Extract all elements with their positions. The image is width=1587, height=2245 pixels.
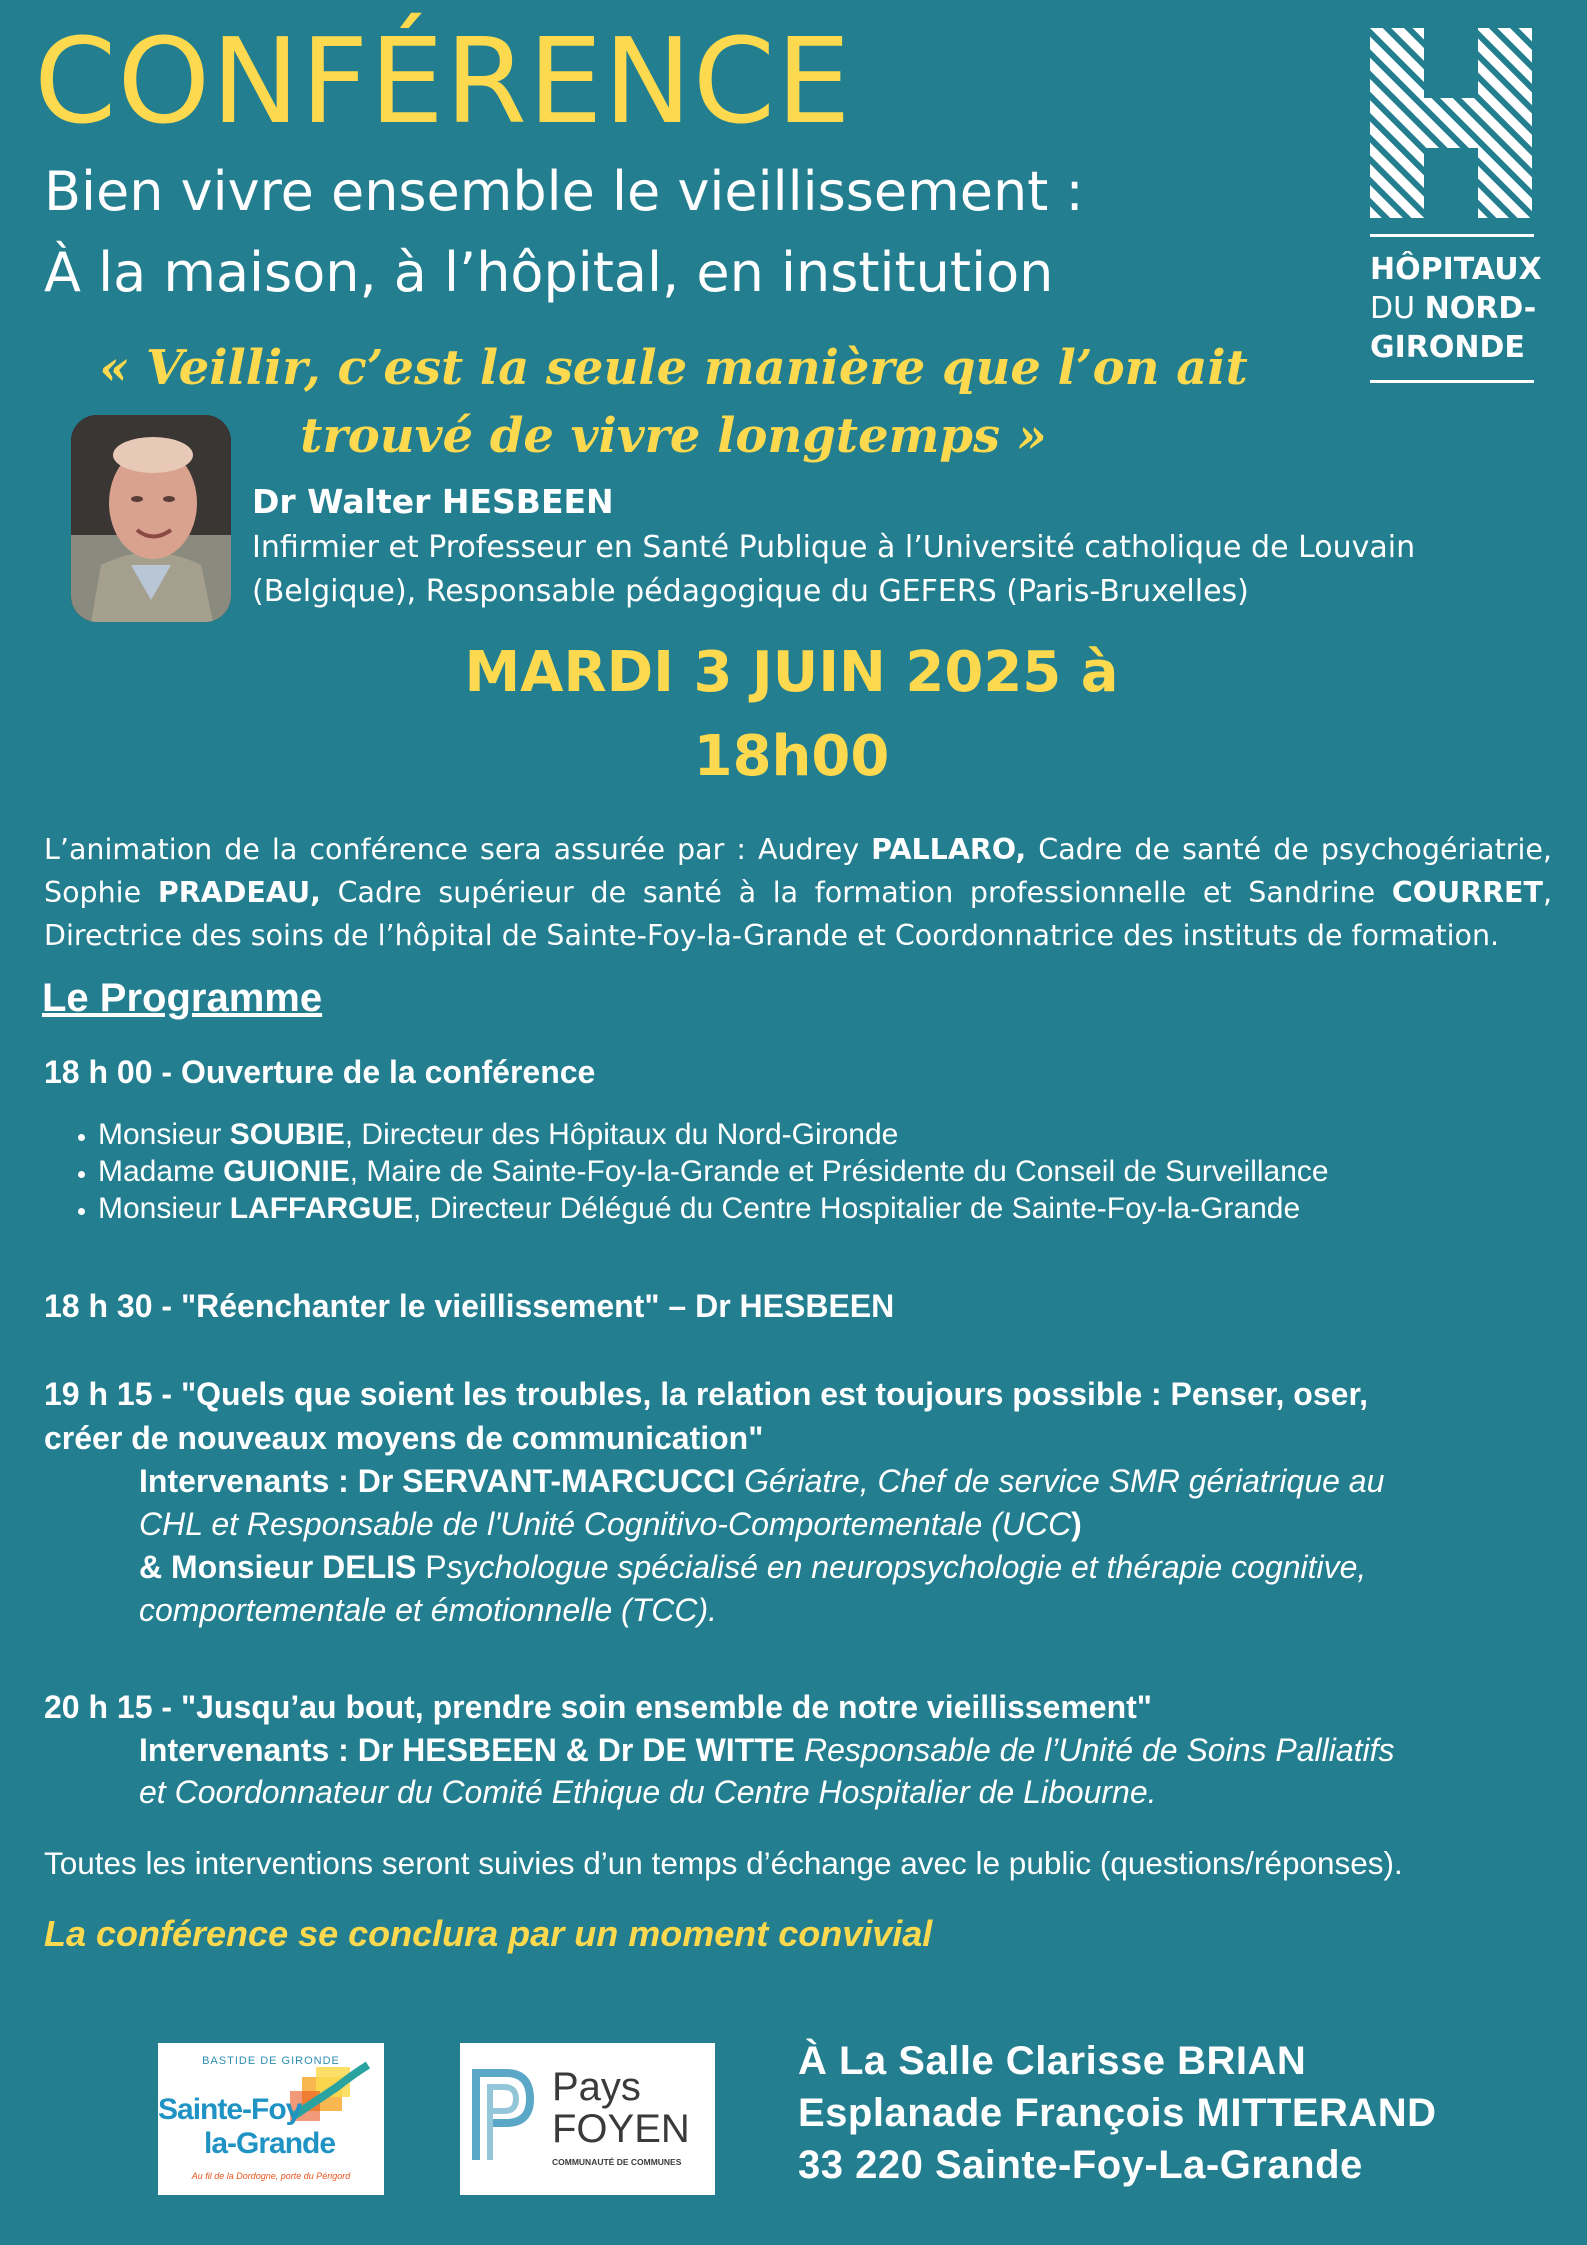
program-heading: Le Programme <box>42 976 323 1020</box>
speaker-label: & Monsieur DELIS <box>139 1549 417 1585</box>
anim-name-courret: COURRET <box>1391 876 1543 909</box>
bullet-pre: Monsieur <box>98 1118 230 1151</box>
hospital-h-icon <box>1370 28 1532 218</box>
event-time: 18h00 <box>693 724 890 789</box>
list-item <box>98 1116 1329 1153</box>
anim-text: Cadre de santé de psychogériatrie, Sophie <box>44 833 1552 909</box>
program-item-3-speaker-1-cont <box>139 1506 1082 1543</box>
animation-paragraph <box>44 828 1552 957</box>
quote-line-1: « Veillir, c’est la seule manière que l’on ait <box>99 340 1248 396</box>
speaker-role-initial: P <box>416 1549 447 1585</box>
bullet-name: SOUBIE <box>229 1118 345 1151</box>
speaker-role: et Coordonnateur du Comité Ethique du Centre Hospitalier de Libourne. <box>139 1774 1157 1810</box>
logo-tagline: Au fil de la Dordogne, porte du Périgord <box>191 2171 351 2181</box>
speaker-label: Intervenants : Dr HESBEEN & Dr DE WITTE <box>139 1732 796 1768</box>
anim-text: L’animation de la conférence sera assurée par : Audrey <box>44 833 872 866</box>
list-item <box>98 1190 1329 1227</box>
speaker-role: Responsable de l’Unité de Soins Palliatifs <box>795 1732 1395 1768</box>
venue-line-2: Esplanade François MITTERAND <box>798 2091 1437 2135</box>
list-item <box>98 1153 1329 1190</box>
speaker-title-line-1: Infirmier et Professeur en Santé Publique à l’Université catholique de Louvain <box>252 530 1416 565</box>
speaker-title-line-2: (Belgique), Responsable pédagogique du GEFERS (Paris-Bruxelles) <box>252 574 1249 609</box>
logo-sub: COMMUNAUTÉ DE COMMUNES <box>552 2157 682 2167</box>
convivial-note: La conférence se conclura par un moment convivial <box>44 1913 933 1954</box>
event-date: MARDI 3 JUIN 2025 à <box>464 640 1119 705</box>
speaker-role: comportementale et émotionnelle (TCC). <box>139 1592 718 1628</box>
anim-name-pallaro: PALLARO, <box>871 833 1027 866</box>
bullet-name: GUIONIE <box>223 1155 350 1188</box>
venue-line-1: À La Salle Clarisse BRIAN <box>798 2039 1307 2083</box>
bullet-post: , Maire de Sainte-Foy-la-Grande et Présidente du Conseil de Surveillance <box>349 1155 1329 1188</box>
speaker-label: Intervenants : Dr SERVANT-MARCUCCI <box>139 1463 736 1499</box>
speaker-name: Dr Walter HESBEEN <box>252 482 614 521</box>
bullet-name: LAFFARGUE <box>229 1192 414 1225</box>
logo-name-2: la-Grande <box>204 2127 336 2160</box>
speaker-role: sychologue spécialisé en neuropsychologie et thérapie cognitive, <box>446 1549 1367 1585</box>
hospital-logo <box>1370 28 1542 388</box>
anim-text: , Directrice des soins de l’hôpital de Sainte-Foy-la-Grande et Coordonnatrice des instituts de formation. <box>44 876 1553 952</box>
speaker-role-close: ) <box>1071 1506 1082 1542</box>
sainte-foy-logo <box>158 2043 384 2195</box>
program-item-2: 18 h 30 - "Réenchanter le vieillissement" – Dr HESBEEN <box>44 1288 895 1324</box>
logo-top-text: BASTIDE DE GIRONDE <box>202 2055 340 2067</box>
bullet-pre: Monsieur <box>98 1192 230 1225</box>
bullet-post: , Directeur des Hôpitaux du Nord-Gironde <box>344 1118 899 1151</box>
page-title: CONFÉRENCE <box>34 12 852 150</box>
logo-text-line-3: GIRONDE <box>1370 330 1525 365</box>
subtitle-line-2: À la maison, à l’hôpital, en institution <box>44 241 1054 304</box>
program-item-4-speakers <box>139 1732 1395 1769</box>
logo-text-du: DU <box>1370 291 1425 326</box>
quote-line-2: trouvé de vivre longtemps » <box>300 408 1047 464</box>
program-item-3-speaker-2-cont <box>139 1592 717 1629</box>
logo-text-line-1: HÔPITAUX <box>1370 252 1542 287</box>
pays-foyen-logo <box>460 2043 715 2195</box>
logo-text-line-2 <box>1370 289 1542 328</box>
closing-note: Toutes les interventions seront suivies d’un temps d’échange avec le public (questions/réponses). <box>44 1845 1403 1881</box>
logo-name-foyen: FOYEN <box>552 2107 690 2151</box>
venue-line-3: 33 220 Sainte-Foy-La-Grande <box>798 2143 1363 2187</box>
speaker-role: Gériatre, Chef de service SMR gériatrique au <box>735 1463 1385 1499</box>
speaker-photo <box>71 415 231 622</box>
bullet-pre: Madame <box>98 1155 224 1188</box>
logo-name-1: Sainte-Foy <box>158 2093 302 2126</box>
program-item-3-line-1: 19 h 15 - "Quels que soient les troubles, la relation est toujours possible : Penser, oser, <box>44 1376 1369 1412</box>
anim-name-pradeau: PRADEAU, <box>157 876 321 909</box>
logo-name-pays: Pays <box>552 2065 641 2109</box>
program-item-3-speaker-2 <box>139 1549 1366 1586</box>
opening-speakers-list <box>72 1116 1329 1227</box>
speaker-role: CHL et Responsable de l'Unité Cognitivo-Comportementale (UCC <box>139 1506 1072 1542</box>
program-item-4: 20 h 15 - "Jusqu’au bout, prendre soin ensemble de notre vieillissement" <box>44 1689 1152 1725</box>
program-item-1: 18 h 00 - Ouverture de la conférence <box>44 1054 596 1090</box>
anim-text: Cadre supérieur de santé à la formation professionnelle et Sandrine <box>320 876 1392 909</box>
program-item-3-speaker-1 <box>139 1463 1384 1500</box>
bullet-post: , Directeur Délégué du Centre Hospitalier de Sainte-Foy-la-Grande <box>413 1192 1301 1225</box>
subtitle-line-1: Bien vivre ensemble le vieillissement : <box>44 160 1084 223</box>
logo-text-nord: NORD- <box>1424 291 1537 326</box>
pays-foyen-pf-icon <box>468 2065 538 2165</box>
program-item-4-speakers-cont <box>139 1774 1157 1811</box>
program-item-3-line-2: créer de nouveaux moyens de communication" <box>44 1420 764 1456</box>
